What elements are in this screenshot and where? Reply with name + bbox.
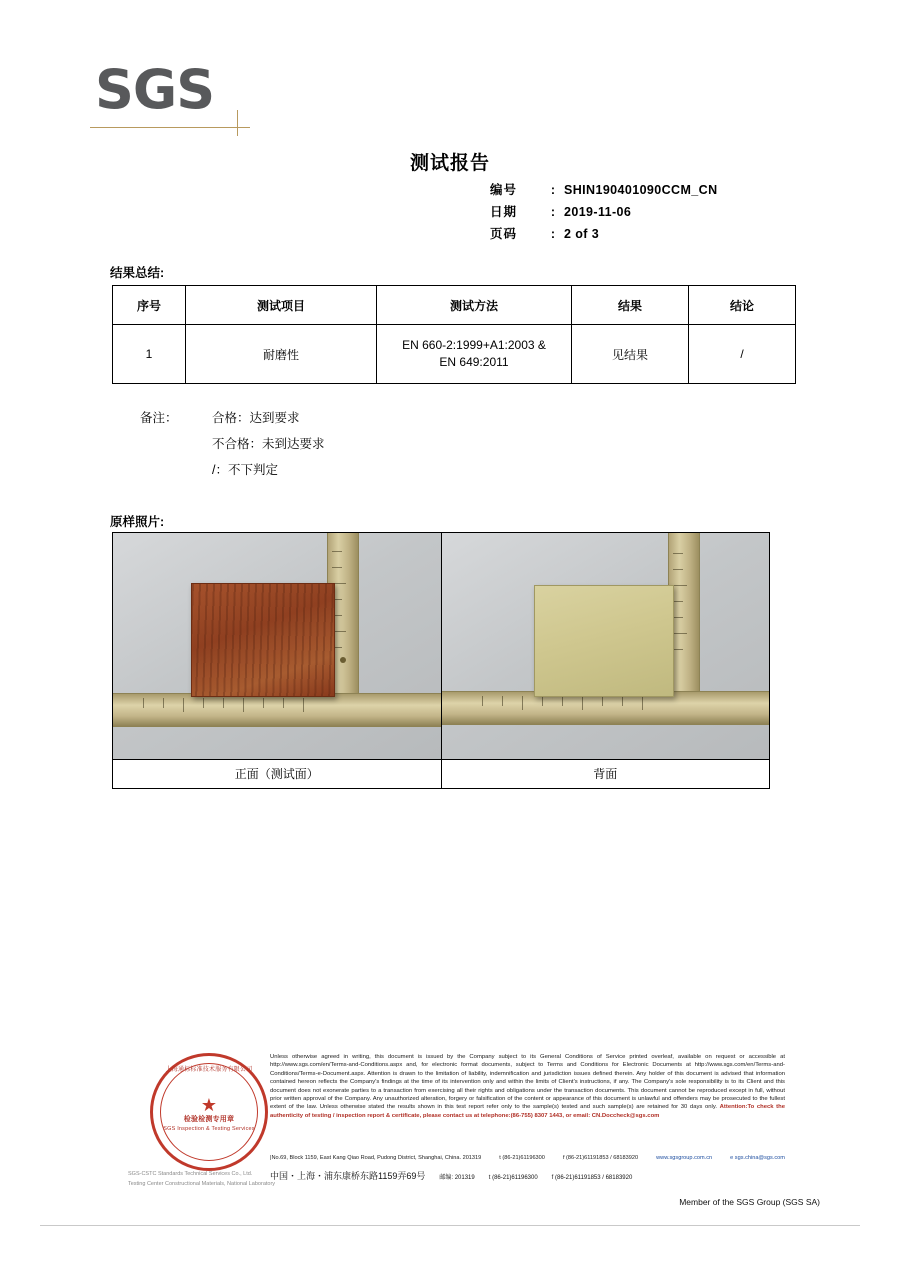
footer-address-en <box>270 1155 785 1161</box>
stamp-top-text: 上海通标标准技术服务有限公司 <box>165 1067 253 1073</box>
notes-line-3: /：不下判定 <box>212 463 278 477</box>
photo-caption-front: 正面（测试面） <box>113 760 442 789</box>
sample-photos-heading: 原样照片: <box>110 515 165 529</box>
cell-result: 见结果 <box>572 325 689 384</box>
notes-row-2 <box>140 434 325 460</box>
column-header-conclusion: 结论 <box>689 286 796 325</box>
meta-label-number: 编号 <box>490 183 518 197</box>
footer-postcode-cn: 邮编: 201319 <box>439 1175 475 1181</box>
column-header-item: 测试项目 <box>186 286 377 325</box>
footer-email[interactable]: e sgs.china@sgs.com <box>730 1155 785 1161</box>
results-table <box>112 285 796 384</box>
photo-caption-row <box>113 760 770 789</box>
legal-text: Unless otherwise agreed in writing, this document is issued by the Company subject to its General Conditions of Service printed overleaf, available on request or accessible at http://www.sgs.com/en/Terms-and-Conditions.aspx and, for electronic format documents, subject to Terms and Conditions for Electronic Documents at http://www.sgs.com/en/Terms-and-Conditions/Terms-e-Document.aspx. Attention is drawn to the limitation of liability, indemnification and jurisdiction issues defined therein. Any holder of this document is advised that information contained hereon reflects the Company's findings at the time of its intervention only and within the limits of Client's instructions, if any. The Company's sole responsibility is to its Client and this document does not exonerate parties to a transaction from exercising all their rights and obligations under the transaction documents. This document cannot be reproduced except in full, without prior written approval of the Company. Any unauthorized alteration, forgery or falsification of the content or appearance of this document is unlawful and offenders may be prosecuted to the fullest extent of the law. Unless otherwise stated the results shown in this test report refer only to the sample(s) tested and such sample(s) are retained for 30 days only. <box>270 1054 785 1111</box>
notes-row-1 <box>140 408 325 434</box>
footer-website[interactable]: www.sgsgroup.com.cn <box>656 1155 713 1161</box>
column-header-no: 序号 <box>113 286 186 325</box>
sgs-logo <box>95 58 265 132</box>
meta-label-date: 日期 <box>490 205 518 219</box>
photo-cell-front <box>113 533 442 760</box>
report-meta <box>490 180 718 246</box>
photo-image-row <box>113 533 770 760</box>
meta-value-date: 2019-11-06 <box>564 205 632 219</box>
meta-value-page: 2 of 3 <box>564 227 600 241</box>
footer-member-line: Member of the SGS Group (SGS SA) <box>679 1197 820 1207</box>
stamp-mid-text: 检验检测专用章 <box>183 1116 235 1123</box>
notes-label: 备注： <box>140 411 178 425</box>
photo-front-image <box>113 533 441 759</box>
footer-phone-cn-2: f (86-21)61191853 / 68183920 <box>551 1175 633 1181</box>
photo-caption-back: 背面 <box>441 760 770 789</box>
logo-tick-mark <box>237 110 238 136</box>
sample-front-board <box>191 583 335 697</box>
meta-colon-number: : <box>550 183 556 197</box>
footer-phone-cn-1: t (86-21)61196300 <box>488 1175 538 1181</box>
cell-conclusion: / <box>689 325 796 384</box>
sample-photos-table <box>112 532 770 789</box>
page-title: 测试报告 <box>409 152 490 174</box>
cell-method <box>377 325 572 384</box>
footer-address-cn <box>270 1169 785 1182</box>
footer-phone-1: t (86-21)61196300 <box>499 1155 545 1161</box>
ruler-horizontal-front <box>113 693 441 727</box>
logo-divider-line <box>90 127 250 128</box>
footer-phone-2: f (86-21)61191853 / 68183920 <box>562 1155 639 1161</box>
photo-cell-back <box>441 533 770 760</box>
meta-row-page <box>490 224 718 246</box>
company-stamp-icon <box>150 1053 268 1171</box>
meta-colon-page: : <box>550 227 556 241</box>
cell-method-line2: EN 649:2011 <box>439 355 509 369</box>
meta-colon-date: : <box>550 205 556 219</box>
stamp-side-line-2: Testing Center Constructional Materials, National Laboratory <box>128 1181 276 1187</box>
meta-row-number <box>490 180 718 202</box>
stamp-bottom-text: SGS Inspection & Testing Services <box>163 1126 255 1132</box>
notes-row-3 <box>140 460 325 486</box>
column-header-result: 结果 <box>572 286 689 325</box>
meta-row-date <box>490 202 718 224</box>
notes-block <box>140 408 325 486</box>
legal-attention-text: Attention:To check the authenticity of testing / inspection report & certificate, please contact us at telephone:(86-755) 8307 1443, or email: CN.Doccheck@sgs.com <box>270 1104 785 1119</box>
notes-line-2: 不合格：未到达要求 <box>212 437 325 451</box>
sample-back-board <box>534 585 674 697</box>
stamp-side-line-1: SGS-CSTC Standards Technical Services Co., Ltd. <box>128 1171 253 1177</box>
footer-address-en-text: |No.69, Block 1159, East Kang Qiao Road, Pudong District, Shanghai, China. 201319 <box>270 1155 482 1161</box>
meta-value-number: SHIN190401090CCM_CN <box>564 183 718 197</box>
stamp-star-icon: ★ <box>200 1095 218 1116</box>
footer-address-cn-text: 中国・上海・浦东康桥东路1159弄69号 <box>270 1171 426 1181</box>
cell-item: 耐磨性 <box>186 325 377 384</box>
cell-method-line1: EN 660-2:1999+A1:2003 & <box>402 337 546 352</box>
photo-back-image <box>442 533 770 759</box>
notes-line-1: 合格：达到要求 <box>212 411 300 425</box>
table-header-row <box>113 286 796 325</box>
sgs-logo-text: SGS <box>95 58 215 121</box>
table-row <box>113 325 796 384</box>
results-summary-heading: 结果总结: <box>110 266 165 280</box>
column-header-method: 测试方法 <box>377 286 572 325</box>
meta-label-page: 页码 <box>490 227 518 241</box>
legal-disclaimer <box>270 1053 785 1120</box>
footer-divider <box>40 1225 860 1226</box>
cell-no: 1 <box>113 325 186 384</box>
